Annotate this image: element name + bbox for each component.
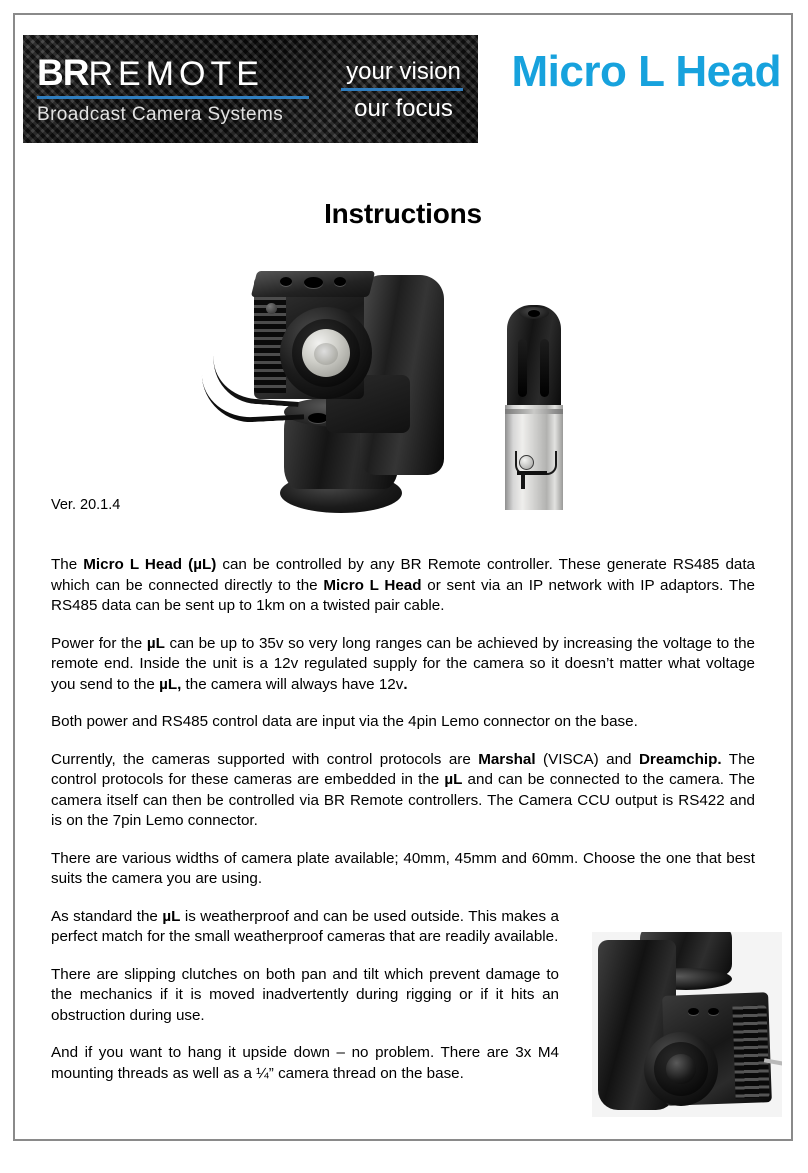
page-header bbox=[15, 15, 791, 157]
connector-boot bbox=[507, 305, 561, 413]
p6-seg1: As standard the bbox=[51, 907, 163, 925]
version-label: Ver. 20.1.4 bbox=[51, 497, 121, 513]
connector-boot-flute-1 bbox=[518, 339, 527, 397]
micro-l-head-photo bbox=[208, 255, 466, 530]
p1-seg2: can be controlled by any BR Remote controller. These generate RS485 data which can be connected directly to the bbox=[51, 556, 755, 594]
logo-tagline-line1: your vision bbox=[346, 58, 461, 85]
p4-bold-2: Dreamchip. bbox=[638, 750, 722, 768]
p1-seg1: The bbox=[51, 556, 84, 573]
p1-bold-2: Micro L Head bbox=[323, 576, 422, 594]
p4-bold-1: Marshal bbox=[478, 750, 536, 768]
body-text bbox=[51, 555, 755, 1087]
logo-tagline-group bbox=[341, 57, 466, 123]
p4-seg4: and can be connected to the camera. The camera itself can then be controlled via BR Remote controllers. The Camera CCU output is RS422 and is on the 7pin Lemo connector. bbox=[51, 771, 755, 829]
p4-seg2: (VISCA) and bbox=[535, 750, 639, 768]
logo-wordmark-bold: BR bbox=[37, 52, 89, 93]
paragraph-5: There are various widths of camera plate available; 40mm, 45mm and 60mm. Choose the one that best suits the camera you are using. bbox=[51, 849, 755, 887]
connector-ring bbox=[505, 409, 563, 414]
p6-bold-1: µL bbox=[162, 907, 181, 925]
text-wrap-spacer bbox=[559, 907, 755, 1087]
br-remote-logo-block bbox=[23, 35, 478, 143]
connector-latch-button bbox=[519, 455, 534, 470]
p1-bold-1: Micro L Head (µL) bbox=[83, 556, 217, 573]
p2-seg3: the camera will always have 12v bbox=[181, 675, 404, 693]
head-base-hole bbox=[308, 413, 328, 423]
p4-bold-3: µL bbox=[444, 771, 463, 788]
head-mount-hole-2 bbox=[304, 277, 323, 288]
paragraph-3: Both power and RS485 control data are input via the 4pin Lemo connector on the base. bbox=[51, 713, 638, 730]
paragraph-6 bbox=[51, 907, 755, 948]
p6-seg2: is weatherproof and can be used outside. This makes a perfect match for the small weatherproof cameras that are readily available. bbox=[51, 907, 559, 945]
head-mount-hole-1 bbox=[280, 277, 292, 286]
p1-seg3: or sent via an IP network with IP adaptors. The RS485 data can be sent up to 1km on a twisted pair cable. bbox=[51, 576, 755, 614]
logo-subtitle: Broadcast Camera Systems bbox=[37, 104, 284, 125]
logo-wordmark bbox=[37, 53, 317, 94]
hero-image-zone bbox=[15, 250, 791, 530]
document-page bbox=[13, 13, 793, 1141]
p2-bold-3: . bbox=[403, 675, 408, 693]
lemo-connector-photo bbox=[493, 305, 579, 510]
p2-seg2: can be up to 35v so very long ranges can be achieved by increasing the voltage to the remote end. Inside the unit is a 12v regulated supply for the camera so it doesn’t matter what voltage you send to the bbox=[51, 634, 755, 693]
logo-wordmark-light: REMOTE bbox=[88, 55, 264, 93]
page-heading: Instructions bbox=[324, 198, 482, 229]
paragraph-1 bbox=[51, 555, 755, 617]
paragraph-7: There are slipping clutches on both pan and tilt which prevent damage to the mechanics if it is moved inadvertently during rigging or if it hits an obstruction during use. bbox=[51, 965, 559, 1024]
p4-seg1: Currently, the cameras supported with control protocols are bbox=[51, 750, 479, 768]
logo-tagline-line2: our focus bbox=[354, 95, 453, 122]
logo-tagline-rule bbox=[341, 88, 463, 91]
head-lens-pupil bbox=[314, 343, 338, 365]
paragraph-2 bbox=[51, 634, 755, 696]
document-title: Micro L Head bbox=[511, 47, 781, 96]
p2-bold-1: µL bbox=[146, 634, 165, 652]
connector-cable-entry bbox=[528, 310, 540, 317]
paragraph-8: And if you want to hang it upside down – no problem. There are 3x M4 mounting threads as well as a ¼” camera thread on the base. bbox=[51, 1044, 559, 1082]
connector-latch-stem bbox=[521, 473, 525, 489]
connector-boot-flute-2 bbox=[540, 339, 549, 397]
head-mount-hole-3 bbox=[334, 277, 346, 286]
p4-seg3: The control protocols for these cameras are embedded in the bbox=[51, 750, 755, 788]
p2-seg1: Power for the bbox=[51, 634, 147, 652]
head-screw bbox=[266, 303, 277, 314]
paragraph-4 bbox=[51, 750, 755, 832]
p2-bold-2: µL, bbox=[159, 675, 182, 693]
logo-blue-rule bbox=[37, 96, 309, 99]
logo-wordmark-group bbox=[37, 53, 317, 126]
